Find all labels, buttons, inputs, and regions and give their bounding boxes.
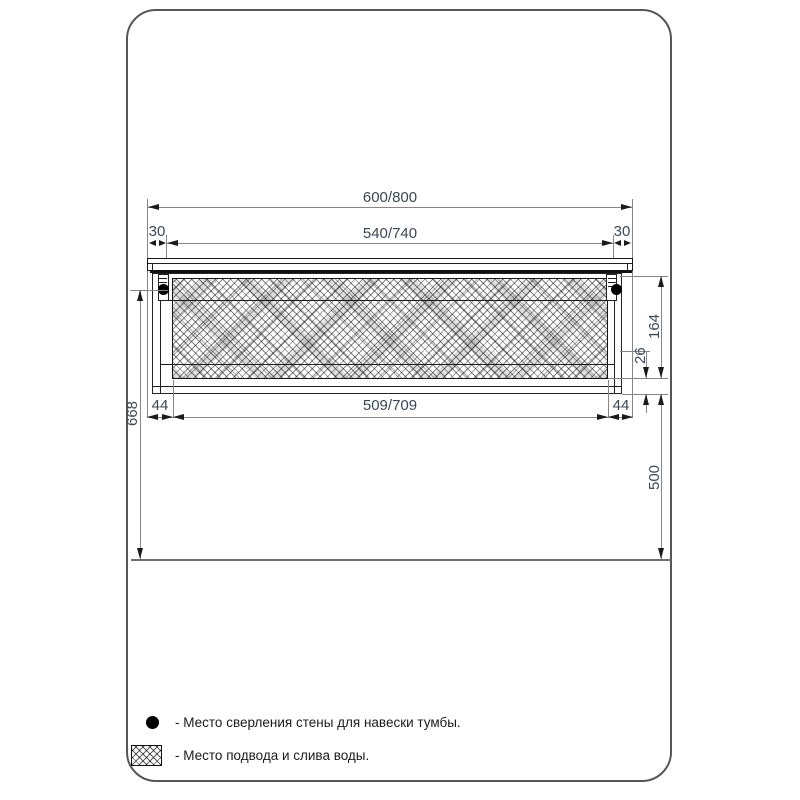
legend-label-drill: - Место сверления стены для навески тумбы.	[175, 715, 461, 730]
bracket-rung	[608, 278, 616, 279]
legend-label-water: - Место подвода и слива воды.	[175, 748, 370, 763]
dim-label-inset-right: 44	[612, 397, 630, 414]
dim-arrow	[167, 240, 178, 246]
drill-dot-right	[611, 284, 622, 295]
cabinet-internal-line-lower	[160, 364, 614, 365]
dim-arrow	[137, 290, 143, 301]
sheet-border	[126, 9, 672, 782]
dim-arrow	[597, 414, 608, 420]
dim-label-offset-right: 30	[613, 223, 631, 240]
dim-label-overall-height: 668	[124, 400, 141, 426]
countertop-edge-line	[148, 263, 632, 264]
dim-arrow	[162, 414, 173, 420]
dim-label-water-zone-height: 164	[646, 313, 663, 339]
dim-arrow	[608, 414, 619, 420]
bracket-rung	[159, 282, 167, 283]
bracket-rung	[608, 282, 616, 283]
dim-label-offset-left: 30	[148, 223, 166, 240]
dim-arrow	[173, 414, 184, 420]
dim-arrow	[658, 394, 664, 405]
dim-arrow	[643, 394, 649, 405]
dim-line-bottom	[147, 417, 633, 418]
dim-label-bottom-gap: 26	[632, 347, 649, 365]
dim-arrow	[614, 240, 621, 246]
dim-arrow	[148, 204, 159, 210]
dim-label-floor-clearance: 500	[646, 464, 663, 490]
floor-line	[131, 559, 671, 561]
dim-arrow	[137, 548, 143, 559]
cabinet-inner-bottom-line	[152, 386, 622, 387]
dim-line-overall-width	[148, 207, 632, 208]
dim-arrow	[658, 367, 664, 378]
bracket-rung	[159, 278, 167, 279]
dim-arrow	[602, 240, 613, 246]
legend-drill-dot	[146, 716, 159, 729]
dim-arrow	[658, 548, 664, 559]
dim-arrow	[624, 240, 631, 246]
cabinet-internal-line-upper	[160, 300, 614, 301]
dim-label-water-zone-width: 509/709	[362, 397, 418, 414]
dim-arrow	[658, 276, 664, 287]
dim-label-inset-left: 44	[151, 397, 169, 414]
extension-line-hatch-bottom	[608, 378, 668, 379]
dim-arrow	[621, 204, 632, 210]
dim-line-mounting-span	[167, 243, 613, 244]
dim-arrow	[159, 240, 166, 246]
dim-label-mounting-span: 540/740	[362, 225, 418, 242]
legend-water-hatch-swatch	[131, 745, 162, 766]
dim-arrow	[149, 240, 156, 246]
dim-label-overall-width: 600/800	[362, 189, 418, 206]
dim-arrow	[622, 414, 633, 420]
dim-arrow	[147, 414, 158, 420]
